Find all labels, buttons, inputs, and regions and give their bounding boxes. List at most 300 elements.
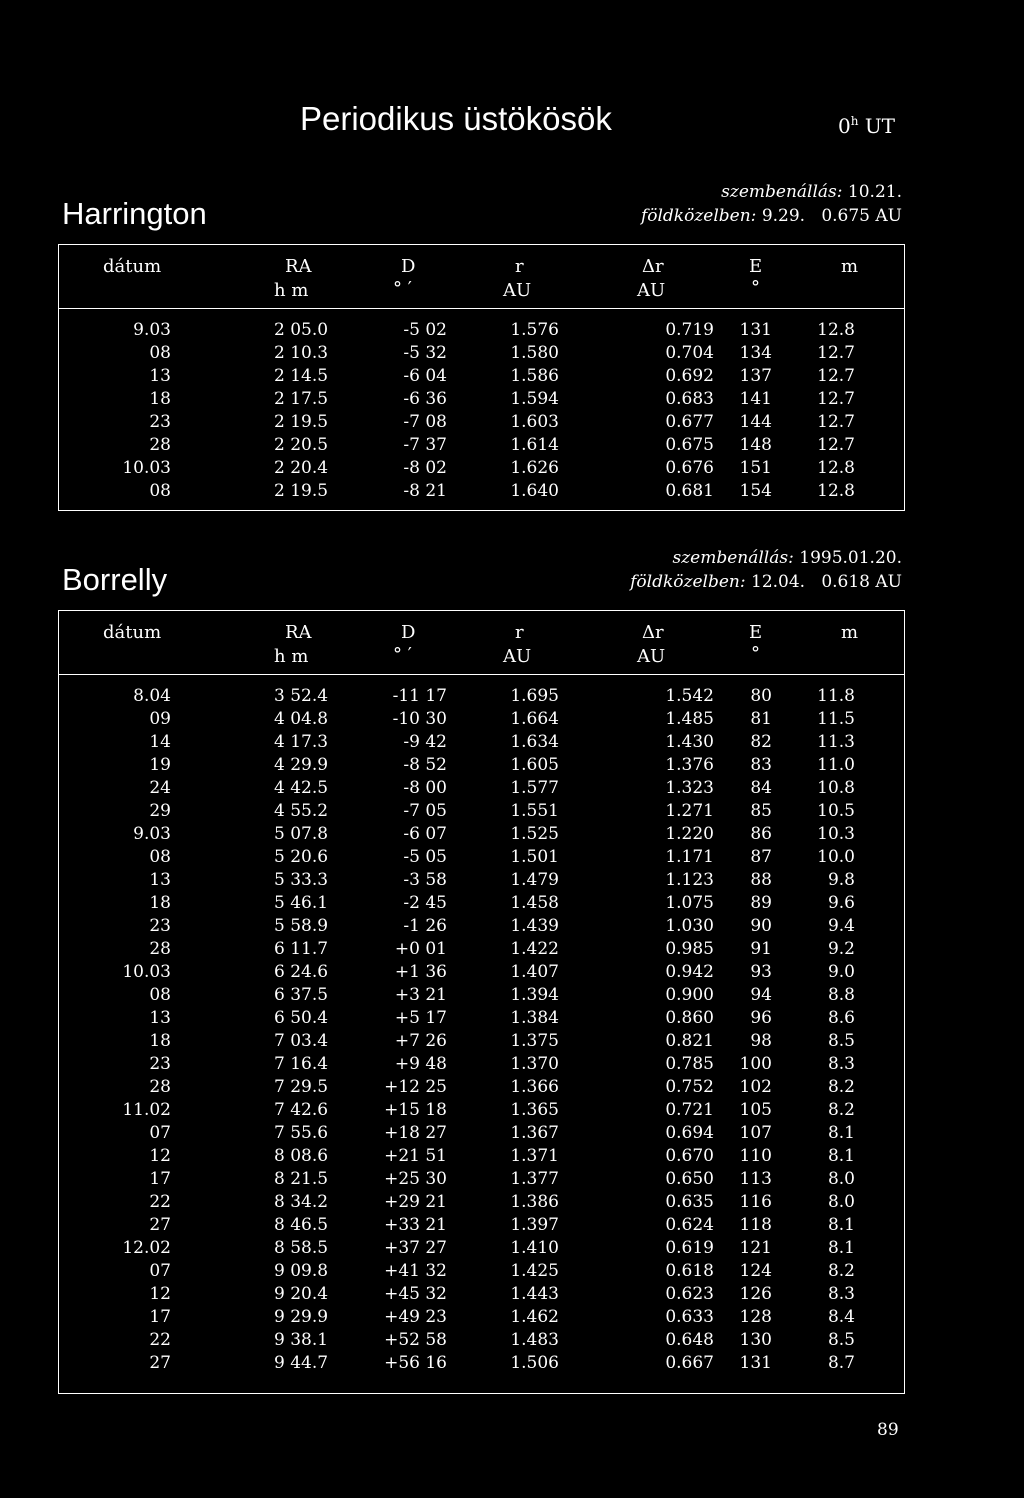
cell-mag: 10.5 [817,801,855,821]
cell-delta: 1.171 [665,847,714,867]
cell-mag: 11.5 [817,709,855,729]
cell-date: 28 [149,939,171,959]
cell-mag: 8.5 [827,1330,855,1350]
cell-date: 28 [149,1077,171,1097]
table-row [59,435,904,458]
cell-elong: 118 [739,1215,772,1235]
cell-ra: 2 20.4 [274,458,329,478]
cell-mag: 8.3 [827,1284,855,1304]
cell-elong: 94 [750,985,772,1005]
cell-mag: 11.0 [817,755,855,775]
cell-ra: 6 37.5 [274,985,329,1005]
cell-elong: 141 [739,389,772,409]
table-row [59,1215,904,1238]
cell-ra: 2 17.5 [274,389,329,409]
cell-dec: -7 05 [403,801,447,821]
cell-r: 1.483 [510,1330,559,1350]
cell-mag: 9.6 [827,893,855,913]
table-row [59,893,904,916]
col-header-dec: D [401,622,416,643]
table-row [59,1330,904,1353]
cell-date: 23 [149,916,171,936]
cell-elong: 91 [750,939,772,959]
cell-delta: 0.675 [665,435,714,455]
cell-delta: 0.785 [665,1054,714,1074]
col-header-dec-unit: ° ′ [393,644,412,665]
cell-elong: 102 [739,1077,772,1097]
col-header-delta-unit: AU [637,646,666,667]
col-header-delta-unit: AU [637,280,666,301]
table-row [59,1054,904,1077]
cell-delta: 0.619 [665,1238,714,1258]
cell-mag: 12.7 [817,412,855,432]
cell-delta: 0.704 [665,343,714,363]
cell-dec: +3 21 [394,985,447,1005]
cell-mag: 8.6 [827,1008,855,1028]
table-row [59,389,904,412]
cell-r: 1.614 [510,435,559,455]
comet-info-borrelly [630,546,902,594]
cell-r: 1.634 [510,732,559,752]
cell-mag: 8.3 [827,1054,855,1074]
cell-ra: 7 55.6 [274,1123,329,1143]
cell-r: 1.577 [510,778,559,798]
cell-delta: 0.821 [665,1031,714,1051]
col-header-dec-unit: ° ′ [393,278,412,299]
cell-elong: 105 [739,1100,772,1120]
cell-dec: -5 02 [403,320,447,340]
cell-delta: 0.650 [665,1169,714,1189]
cell-mag: 11.3 [817,732,855,752]
cell-ra: 8 46.5 [274,1215,329,1235]
table-bottom-rule [58,510,905,511]
cell-mag: 12.8 [817,481,855,501]
table-row [59,686,904,709]
cell-elong: 134 [739,343,772,363]
cell-elong: 144 [739,412,772,432]
col-header-delta: Δr [642,622,664,643]
cell-elong: 100 [739,1054,772,1074]
opposition-line: szembenállás: 1995.01.20. [672,548,902,568]
cell-mag: 12.7 [817,366,855,386]
table-row [59,916,904,939]
cell-ra: 9 20.4 [274,1284,329,1304]
cell-r: 1.586 [510,366,559,386]
cell-date: 10.03 [122,458,171,478]
cell-dec: +52 58 [384,1330,447,1350]
table-bottom-rule [58,1393,905,1394]
cell-delta: 0.667 [665,1353,714,1373]
cell-elong: 137 [739,366,772,386]
cell-mag: 9.2 [827,939,855,959]
cell-ra: 4 04.8 [274,709,329,729]
cell-delta: 0.648 [665,1330,714,1350]
cell-elong: 113 [739,1169,772,1189]
cell-r: 1.377 [510,1169,559,1189]
cell-mag: 9.4 [827,916,855,936]
opposition-line: szembenállás: 10.21. [721,182,902,202]
cell-elong: 80 [750,686,772,706]
cell-ra: 4 42.5 [274,778,329,798]
cell-delta: 1.123 [665,870,714,890]
cell-r: 1.525 [510,824,559,844]
col-header-elong-unit: ° [751,277,760,298]
cell-ra: 8 58.5 [274,1238,329,1258]
table-row [59,985,904,1008]
cell-elong: 81 [750,709,772,729]
cell-dec: +0 01 [394,939,447,959]
cell-r: 1.386 [510,1192,559,1212]
cell-ra: 6 50.4 [274,1008,329,1028]
cell-r: 1.640 [510,481,559,501]
col-header-mag: m [841,256,859,277]
cell-ra: 4 29.9 [274,755,329,775]
cell-delta: 0.721 [665,1100,714,1120]
page-title: Periodikus üstökösök [300,100,612,137]
cell-dec: -1 26 [403,916,447,936]
cell-date: 29 [149,801,171,821]
cell-ra: 2 19.5 [274,481,329,501]
cell-r: 1.384 [510,1008,559,1028]
cell-delta: 1.323 [665,778,714,798]
cell-ra: 7 03.4 [274,1031,329,1051]
col-header-date: dátum [103,256,162,277]
cell-mag: 8.0 [827,1192,855,1212]
cell-dec: +15 18 [384,1100,447,1120]
cell-date: 07 [149,1261,171,1281]
cell-dec: +45 32 [384,1284,447,1304]
cell-r: 1.462 [510,1307,559,1327]
cell-ra: 8 08.6 [274,1146,329,1166]
comet-name-harrington: Harrington [62,196,207,231]
cell-elong: 128 [739,1307,772,1327]
table-row [59,1353,904,1376]
page-number: 89 [877,1420,899,1440]
cell-elong: 89 [750,893,772,913]
cell-delta: 0.860 [665,1008,714,1028]
cell-dec: +7 26 [394,1031,447,1051]
cell-ra: 5 46.1 [274,893,329,913]
ephemeris-table-harrington [58,244,905,511]
cell-ra: 9 38.1 [274,1330,329,1350]
cell-elong: 131 [739,1353,772,1373]
cell-delta: 0.623 [665,1284,714,1304]
cell-mag: 8.1 [827,1146,855,1166]
cell-date: 09 [149,709,171,729]
table-row [59,1031,904,1054]
cell-ra: 3 52.4 [274,686,329,706]
cell-dec: +21 51 [384,1146,447,1166]
cell-dec: -7 37 [403,435,447,455]
cell-delta: 0.985 [665,939,714,959]
table-row [59,1077,904,1100]
cell-delta: 0.719 [665,320,714,340]
table-row [59,1261,904,1284]
cell-r: 1.370 [510,1054,559,1074]
cell-date: 10.03 [122,962,171,982]
cell-mag: 8.2 [827,1261,855,1281]
cell-r: 1.458 [510,893,559,913]
table-top-rule [58,244,905,245]
cell-date: 11.02 [122,1100,171,1120]
table-row [59,939,904,962]
cell-dec: -6 07 [403,824,447,844]
cell-ra: 5 07.8 [274,824,329,844]
cell-delta: 0.677 [665,412,714,432]
cell-delta: 0.624 [665,1215,714,1235]
cell-dec: -10 30 [392,709,447,729]
cell-elong: 84 [750,778,772,798]
cell-ra: 2 14.5 [274,366,329,386]
cell-ra: 5 58.9 [274,916,329,936]
cell-r: 1.664 [510,709,559,729]
table-row [59,778,904,801]
cell-elong: 83 [750,755,772,775]
cell-elong: 86 [750,824,772,844]
cell-elong: 124 [739,1261,772,1281]
cell-dec: -6 36 [403,389,447,409]
comet-info-harrington [641,180,902,228]
table-row [59,870,904,893]
col-header-mag: m [841,622,859,643]
table-row [59,801,904,824]
col-header-ra-unit: h m [274,280,309,301]
cell-date: 23 [149,412,171,432]
col-header-r: r [515,622,524,643]
cell-elong: 148 [739,435,772,455]
cell-dec: +1 36 [394,962,447,982]
cell-ra: 9 44.7 [274,1353,329,1373]
cell-mag: 9.8 [827,870,855,890]
cell-mag: 8.7 [827,1353,855,1373]
cell-ra: 7 42.6 [274,1100,329,1120]
cell-elong: 154 [739,481,772,501]
table-row [59,1008,904,1031]
cell-date: 28 [149,435,171,455]
cell-date: 8.04 [133,686,171,706]
cell-date: 24 [149,778,171,798]
cell-date: 13 [149,1008,171,1028]
cell-elong: 151 [739,458,772,478]
col-header-delta: Δr [642,256,664,277]
cell-date: 13 [149,366,171,386]
cell-date: 18 [149,1031,171,1051]
table-row [59,1169,904,1192]
cell-date: 18 [149,893,171,913]
cell-elong: 131 [739,320,772,340]
cell-mag: 12.8 [817,320,855,340]
cell-dec: +12 25 [384,1077,447,1097]
cell-dec: -11 17 [392,686,447,706]
cell-r: 1.407 [510,962,559,982]
cell-r: 1.506 [510,1353,559,1373]
cell-elong: 130 [739,1330,772,1350]
cell-delta: 0.942 [665,962,714,982]
cell-mag: 12.7 [817,435,855,455]
cell-ra: 5 20.6 [274,847,329,867]
cell-mag: 11.8 [817,686,855,706]
cell-elong: 107 [739,1123,772,1143]
cell-r: 1.371 [510,1146,559,1166]
cell-delta: 0.683 [665,389,714,409]
cell-dec: +5 17 [394,1008,447,1028]
col-header-r-unit: AU [503,280,532,301]
col-header-elong-unit: ° [751,643,760,664]
cell-mag: 8.0 [827,1169,855,1189]
cell-r: 1.425 [510,1261,559,1281]
col-header-elong: E [749,622,763,643]
cell-dec: -7 08 [403,412,447,432]
cell-delta: 0.900 [665,985,714,1005]
cell-dec: -8 02 [403,458,447,478]
ephemeris-table-borrelly [58,610,905,1394]
table-row [59,732,904,755]
cell-elong: 82 [750,732,772,752]
cell-date: 08 [149,985,171,1005]
cell-r: 1.443 [510,1284,559,1304]
cell-mag: 12.7 [817,343,855,363]
cell-ra: 9 29.9 [274,1307,329,1327]
table-row [59,824,904,847]
cell-elong: 116 [739,1192,772,1212]
col-header-ra-unit: h m [274,646,309,667]
cell-date: 9.03 [133,320,171,340]
cell-ra: 5 33.3 [274,870,329,890]
col-header-elong: E [749,256,763,277]
cell-mag: 8.2 [827,1100,855,1120]
cell-delta: 1.271 [665,801,714,821]
table-row [59,1123,904,1146]
cell-mag: 8.1 [827,1215,855,1235]
cell-elong: 87 [750,847,772,867]
cell-elong: 88 [750,870,772,890]
cell-r: 1.410 [510,1238,559,1258]
cell-date: 17 [149,1307,171,1327]
cell-date: 27 [149,1215,171,1235]
cell-ra: 2 10.3 [274,343,329,363]
table-row [59,481,904,504]
table-row [59,1192,904,1215]
cell-r: 1.366 [510,1077,559,1097]
cell-date: 18 [149,389,171,409]
cell-delta: 1.220 [665,824,714,844]
cell-dec: -5 05 [403,847,447,867]
cell-date: 23 [149,1054,171,1074]
cell-dec: +33 21 [384,1215,447,1235]
time-base-label: 0$^h$ UT [838,114,896,138]
cell-r: 1.397 [510,1215,559,1235]
cell-elong: 98 [750,1031,772,1051]
cell-ra: 8 21.5 [274,1169,329,1189]
cell-r: 1.605 [510,755,559,775]
cell-ra: 8 34.2 [274,1192,329,1212]
cell-mag: 8.2 [827,1077,855,1097]
cell-r: 1.365 [510,1100,559,1120]
cell-mag: 8.5 [827,1031,855,1051]
perigee-line: földközelben: 9.29. 0.675 AU [640,206,902,226]
cell-r: 1.375 [510,1031,559,1051]
cell-delta: 0.752 [665,1077,714,1097]
table-row [59,962,904,985]
cell-r: 1.422 [510,939,559,959]
cell-mag: 8.4 [827,1307,855,1327]
cell-mag: 9.0 [827,962,855,982]
col-header-r: r [515,256,524,277]
cell-dec: +29 21 [384,1192,447,1212]
col-header-dec: D [401,256,416,277]
cell-mag: 8.1 [827,1123,855,1143]
comet-name-borrelly: Borrelly [62,562,168,597]
cell-elong: 96 [750,1008,772,1028]
cell-date: 08 [149,847,171,867]
cell-delta: 1.430 [665,732,714,752]
cell-r: 1.551 [510,801,559,821]
cell-ra: 2 20.5 [274,435,329,455]
cell-ra: 6 24.6 [274,962,329,982]
cell-r: 1.603 [510,412,559,432]
cell-delta: 1.485 [665,709,714,729]
table-row [59,1100,904,1123]
cell-date: 9.03 [133,824,171,844]
cell-ra: 7 16.4 [274,1054,329,1074]
cell-dec: +37 27 [384,1238,447,1258]
cell-dec: -9 42 [403,732,447,752]
cell-dec: +25 30 [384,1169,447,1189]
cell-r: 1.695 [510,686,559,706]
col-header-date: dátum [103,622,162,643]
cell-ra: 4 17.3 [274,732,329,752]
cell-date: 07 [149,1123,171,1143]
cell-r: 1.594 [510,389,559,409]
table-row [59,458,904,481]
cell-dec: +49 23 [384,1307,447,1327]
cell-r: 1.626 [510,458,559,478]
cell-delta: 1.030 [665,916,714,936]
header-rule [58,308,905,309]
cell-delta: 1.376 [665,755,714,775]
cell-mag: 8.1 [827,1238,855,1258]
cell-delta: 0.670 [665,1146,714,1166]
table-row [59,1307,904,1330]
perigee-line: földközelben: 12.04. 0.618 AU [630,572,902,592]
cell-dec: +18 27 [384,1123,447,1143]
col-header-ra: RA [285,256,312,277]
cell-delta: 0.681 [665,481,714,501]
cell-elong: 90 [750,916,772,936]
cell-elong: 85 [750,801,772,821]
table-top-rule [58,610,905,611]
cell-ra: 6 11.7 [274,939,329,959]
cell-ra: 2 05.0 [274,320,329,340]
cell-r: 1.479 [510,870,559,890]
cell-r: 1.367 [510,1123,559,1143]
cell-date: 13 [149,870,171,890]
cell-dec: +41 32 [384,1261,447,1281]
cell-date: 17 [149,1169,171,1189]
cell-elong: 93 [750,962,772,982]
cell-elong: 110 [739,1146,772,1166]
table-row [59,366,904,389]
cell-mag: 8.8 [827,985,855,1005]
cell-r: 1.439 [510,916,559,936]
col-header-ra: RA [285,622,312,643]
cell-date: 19 [149,755,171,775]
cell-date: 08 [149,343,171,363]
cell-delta: 0.635 [665,1192,714,1212]
cell-date: 12 [149,1146,171,1166]
cell-dec: -2 45 [403,893,447,913]
cell-dec: -8 21 [403,481,447,501]
